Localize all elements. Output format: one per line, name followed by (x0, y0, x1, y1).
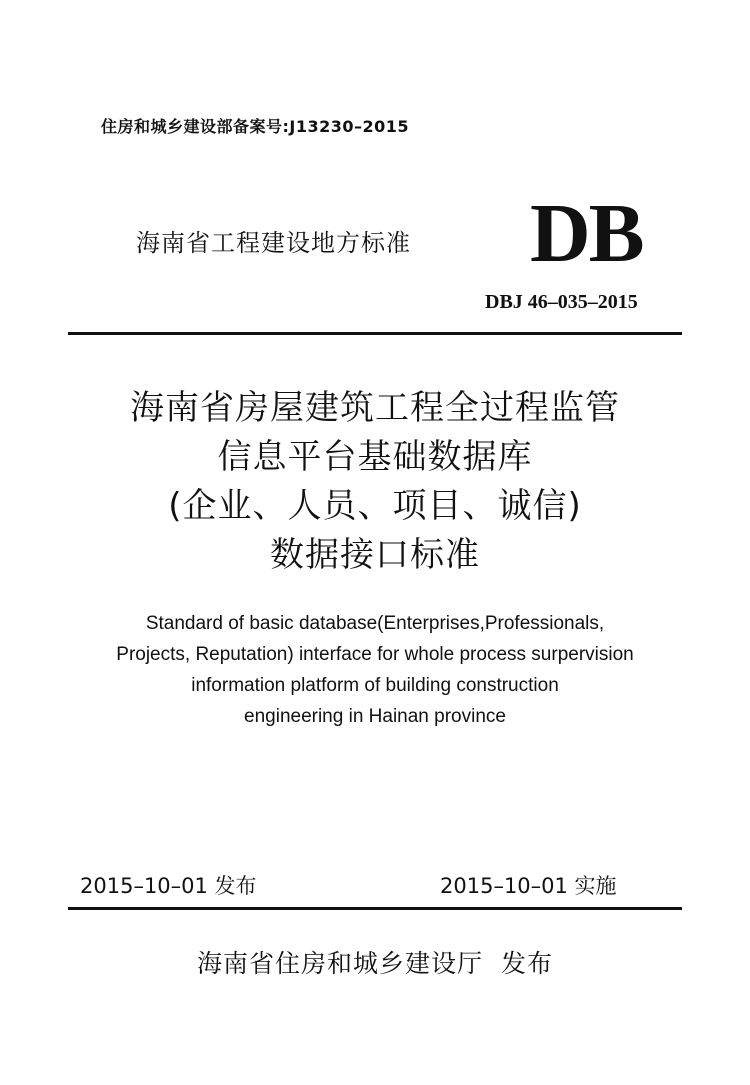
chinese-title-line: (企业、人员、项目、诚信) (168, 486, 582, 526)
chinese-title-line: 海南省房屋建筑工程全过程监管 (130, 388, 620, 428)
bottom-divider (68, 907, 682, 910)
english-title-line: Projects, Reputation) interface for whole process surpervision (116, 644, 634, 665)
implementation-date: 2015–10–01 实施 (440, 874, 617, 898)
chinese-title-line: 数据接口标准 (270, 535, 480, 575)
standard-code: DBJ 46–035–2015 (485, 291, 638, 313)
english-title-line: engineering in Hainan province (244, 706, 506, 727)
db-mark: DB (530, 187, 643, 280)
english-title (50, 608, 700, 732)
record-number: 住房和城乡建设部备案号:J13230–2015 (101, 117, 410, 136)
english-title-line: information platform of building construction (191, 675, 559, 696)
english-title-line: Standard of basic database(Enterprises,Professionals, (145, 613, 605, 634)
top-divider (68, 332, 682, 335)
standard-category: 海南省工程建设地方标准 (136, 229, 411, 257)
chinese-title-line: 信息平台基础数据库 (217, 437, 533, 477)
publisher: 海南省住房和城乡建设厅 发布 (197, 949, 553, 978)
chinese-title (68, 384, 682, 580)
release-date: 2015–10–01 发布 (80, 874, 257, 898)
